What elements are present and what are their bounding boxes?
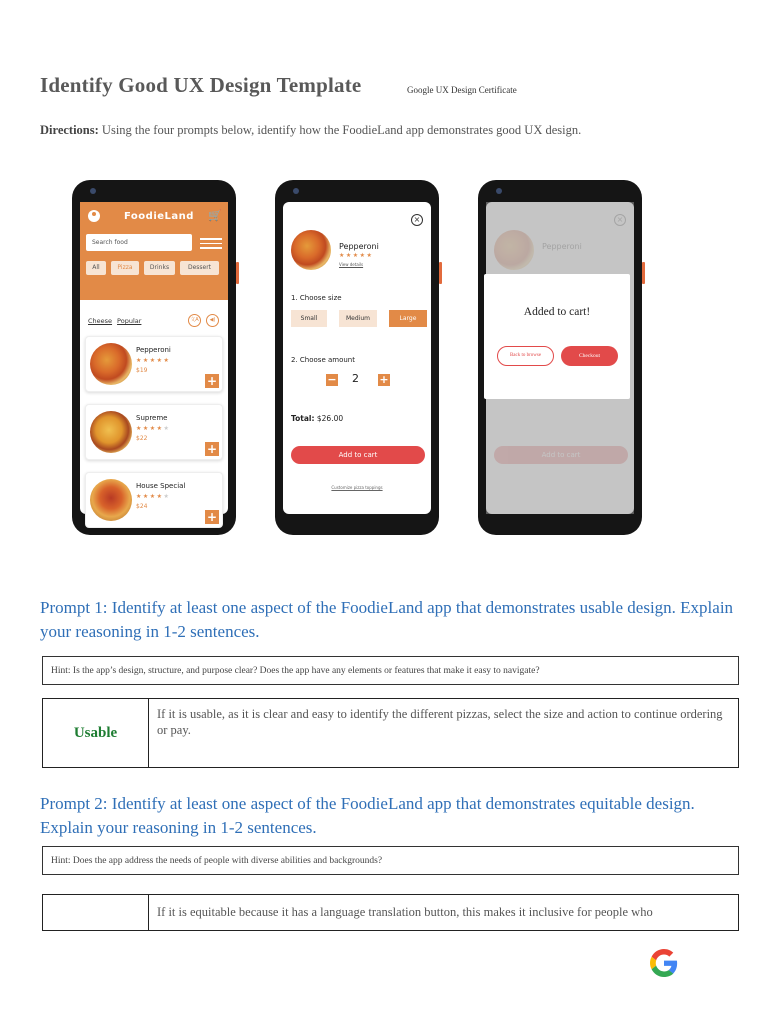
chip-drinks[interactable]: Drinks xyxy=(144,261,175,275)
app-logo: FoodieLand xyxy=(124,211,194,222)
directions-text: Using the four prompts below, identify how the FoodieLand app demonstrates good UX design. xyxy=(98,123,582,137)
size-large-button[interactable]: Large xyxy=(389,310,427,327)
browse-screen xyxy=(80,202,228,524)
quantity-value: 2 xyxy=(352,372,359,385)
prompt-1-heading: Prompt 1: Identify at least one aspect of the FoodieLand app that demonstrates usable design. Explain your reasoning in 1-2 sentences. xyxy=(40,598,734,641)
item-stars: ★★★★★ xyxy=(339,252,374,259)
choose-amount-label: 2. Choose amount xyxy=(291,356,355,364)
back-to-browse-button[interactable]: Back to browse xyxy=(497,346,554,366)
increase-button[interactable]: + xyxy=(379,373,389,386)
list-item[interactable] xyxy=(85,472,223,528)
size-small-button[interactable]: Small xyxy=(291,310,327,327)
app-mockups xyxy=(70,175,650,537)
decrease-button[interactable]: − xyxy=(327,373,337,386)
tab-cheese[interactable]: Cheese xyxy=(88,317,113,325)
chip-pizza[interactable]: Pizza xyxy=(111,261,139,275)
list-item[interactable] xyxy=(85,404,223,460)
added-to-cart-dialog xyxy=(484,274,630,399)
add-item-button[interactable]: + xyxy=(206,442,218,456)
usable-label: Usable xyxy=(43,699,149,767)
phone-confirmation xyxy=(478,180,642,535)
prompt-1-answer[interactable]: If it is usable, as it is clear and easy to identify the different pizzas, select the size and action to continue ordering or pay. xyxy=(157,707,723,737)
side-button xyxy=(439,262,442,284)
choose-size-label: 1. Choose size xyxy=(291,294,342,302)
category-tabs xyxy=(88,317,146,325)
sound-icon[interactable]: ◀) xyxy=(206,314,219,327)
prompt-2-answer-table xyxy=(42,894,739,931)
pizza-image xyxy=(90,479,132,521)
pizza-image xyxy=(90,411,132,453)
item-stars: ★★★★★ xyxy=(136,493,171,500)
pizza-image xyxy=(291,230,331,270)
translate-icon[interactable]: 文A xyxy=(188,314,201,327)
app-header xyxy=(80,202,228,300)
size-medium-button[interactable]: Medium xyxy=(339,310,377,327)
tab-popular[interactable]: Popular xyxy=(117,317,142,325)
side-button xyxy=(642,262,645,284)
camera-dot xyxy=(496,188,502,194)
item-price: $22 xyxy=(136,435,148,442)
chip-all[interactable]: All xyxy=(86,261,106,275)
item-stars: ★★★★★ xyxy=(136,425,171,432)
item-price: $24 xyxy=(136,503,148,510)
page-subtitle: Google UX Design Certificate xyxy=(407,85,517,95)
directions xyxy=(40,123,581,138)
prompt-2-hint: Hint: Does the app address the needs of people with diverse abilities and backgrounds? xyxy=(42,846,739,875)
close-icon[interactable]: × xyxy=(411,214,423,226)
prompt-2-heading: Prompt 2: Identify at least one aspect of the FoodieLand app that demonstrates equitable design. Explain your reasoning in 1-2 sentences. xyxy=(40,794,695,837)
phone-detail xyxy=(275,180,439,535)
item-stars: ★★★★★ xyxy=(136,357,171,364)
prompt-2-answer[interactable]: If it is equitable because it has a language translation button, this makes it inclusive for people who xyxy=(157,905,653,919)
user-icon[interactable] xyxy=(88,210,100,222)
customize-link[interactable]: Customize pizza toppings xyxy=(331,485,383,490)
cart-icon[interactable]: 🛒 xyxy=(208,209,222,222)
item-name: House Special xyxy=(136,482,186,490)
google-logo-icon xyxy=(650,949,678,977)
pizza-image xyxy=(90,343,132,385)
prompt-1-answer-table xyxy=(42,698,739,768)
detail-screen xyxy=(283,202,431,514)
filter-icon[interactable] xyxy=(200,236,222,250)
search-input[interactable]: Search food xyxy=(86,234,192,251)
add-item-button[interactable]: + xyxy=(206,374,218,388)
total-label: Total: xyxy=(291,414,315,423)
total-value: $26.00 xyxy=(314,414,344,423)
camera-dot xyxy=(90,188,96,194)
camera-dot xyxy=(293,188,299,194)
checkout-button[interactable]: Checkout xyxy=(561,346,618,366)
add-to-cart-button[interactable]: Add to cart xyxy=(291,446,425,464)
chip-dessert[interactable]: Dessert xyxy=(180,261,219,275)
list-item[interactable] xyxy=(85,336,223,392)
add-item-button[interactable]: + xyxy=(206,510,218,524)
page-title: Identify Good UX Design Template xyxy=(40,73,362,97)
item-name: Pepperoni xyxy=(339,242,379,251)
item-name: Supreme xyxy=(136,414,168,422)
dialog-title: Added to cart! xyxy=(523,306,591,318)
item-name: Pepperoni xyxy=(136,346,171,354)
side-button xyxy=(236,262,239,284)
phone-browse xyxy=(72,180,236,535)
item-price: $19 xyxy=(136,367,148,374)
equitable-label xyxy=(43,895,149,930)
directions-label: Directions: xyxy=(40,123,99,137)
view-details-link[interactable]: View details xyxy=(339,262,364,267)
total xyxy=(291,414,343,423)
prompt-1-hint: Hint: Is the app’s design, structure, and purpose clear? Does the app have any elements or features that make it easy to navigate? xyxy=(42,656,739,685)
